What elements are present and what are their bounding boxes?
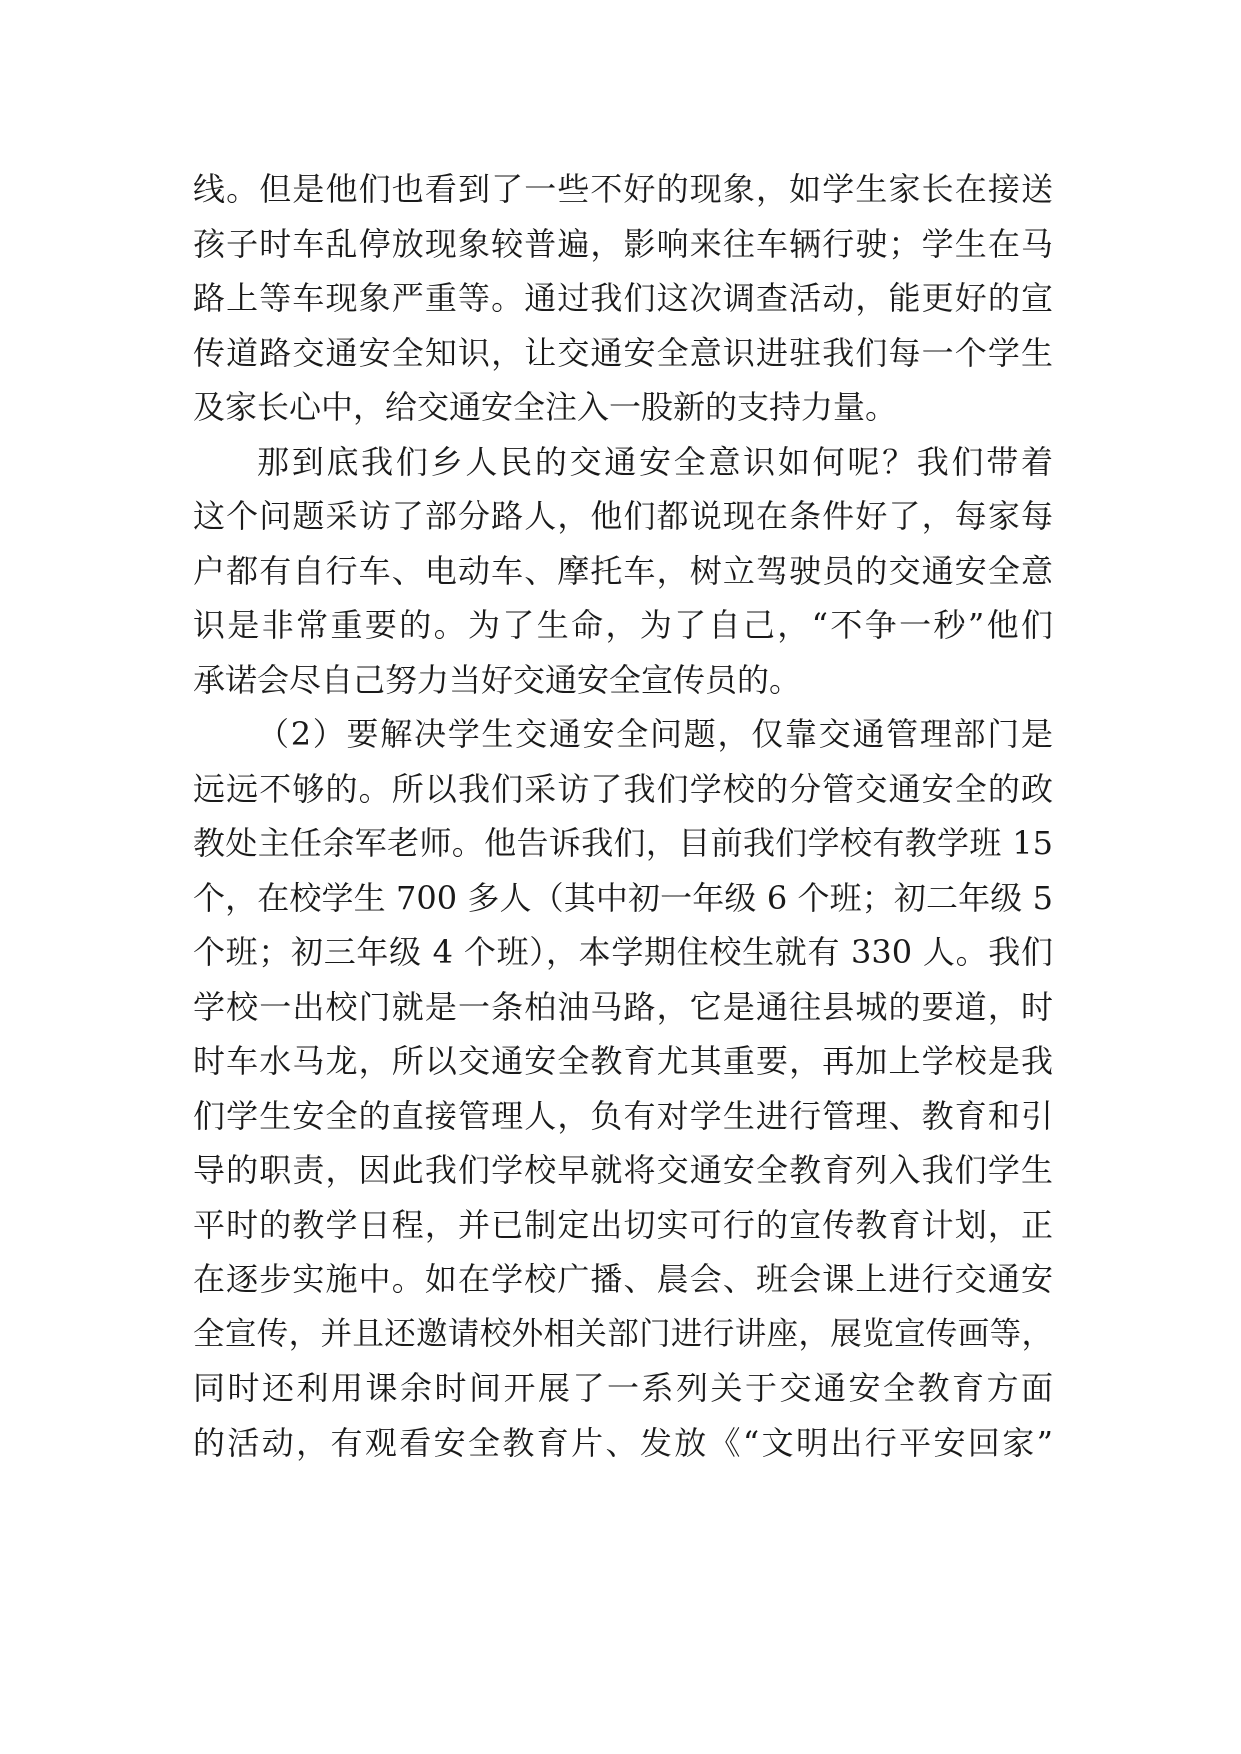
- text-line: 平时的教学日程，并已制定出切实可行的宣传教育计划，正: [193, 1205, 1053, 1244]
- text-line: 同时还利用课余时间开展了一系列关于交通安全教育方面: [193, 1369, 1053, 1407]
- text-line: 及家长心中，给交通安全注入一股新的支持力量。: [193, 388, 898, 426]
- text-line: 学校一出校门就是一条柏油马路，它是通往县城的要道，时: [193, 987, 1053, 1026]
- text-line: 导的职责，因此我们学校早就将交通安全教育列入我们学生: [193, 1151, 1053, 1189]
- text-line: （2）要解决学生交通安全问题，仅靠交通管理部门是: [257, 715, 1053, 753]
- text-line: 这个问题采访了部分路人，他们都说现在条件好了，每家每: [193, 497, 1053, 535]
- text-line: 全宣传，并且还邀请校外相关部门进行讲座，展览宣传画等，: [193, 1315, 1053, 1352]
- text-line: 识是非常重要的。为了生命，为了自己，“不争一秒”他们: [193, 606, 1053, 644]
- text-line: 传道路交通安全知识，让交通安全意识进驻我们每一个学生: [193, 333, 1053, 372]
- text-line: 承诺会尽自己努力当好交通安全宣传员的。: [193, 660, 802, 699]
- text-line: 个，在校学生 700 多人（其中初一年级 6 个班；初二年级 5: [193, 878, 1053, 917]
- text-line: 孩子时车乱停放现象较普遍，影响来往车辆行驶；学生在马: [193, 224, 1053, 263]
- text-line: 的活动，有观看安全教育片、发放《“文明出行平安回家”: [193, 1423, 1053, 1462]
- text-line: 那到底我们乡人民的交通安全意识如何呢？我们带着: [257, 442, 1053, 481]
- text-line: 路上等车现象严重等。通过我们这次调查活动，能更好的宣: [193, 279, 1053, 317]
- text-line: 线。但是他们也看到了一些不好的现象，如学生家长在接送: [193, 170, 1053, 208]
- text-line: 户都有自行车、电动车、摩托车，树立驾驶员的交通安全意: [193, 551, 1053, 590]
- text-line: 在逐步实施中。如在学校广播、晨会、班会课上进行交通安: [193, 1260, 1053, 1298]
- text-line: 们学生安全的直接管理人，负有对学生进行管理、教育和引: [193, 1096, 1053, 1135]
- document-body: [193, 162, 1053, 1470]
- text-line: 个班；初三年级 4 个班），本学期住校生就有 330 人。我们: [193, 933, 1053, 971]
- text-line: 教处主任余军老师。他告诉我们，目前我们学校有教学班 15: [193, 824, 1053, 862]
- text-line: 时车水马龙，所以交通安全教育尤其重要，再加上学校是我: [193, 1042, 1053, 1080]
- text-line: 远远不够的。所以我们采访了我们学校的分管交通安全的政: [193, 769, 1053, 808]
